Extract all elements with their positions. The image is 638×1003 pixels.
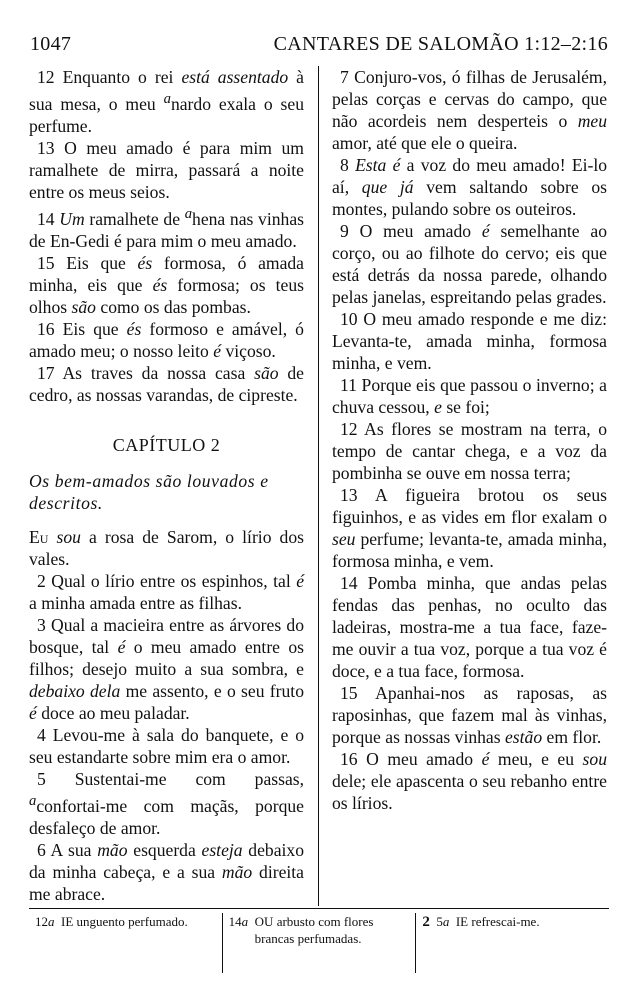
verse-2-13: 13 A figueira brotou os seus figuinhos, e as vides em flor exalam o seu perfume; levanta-te, amada minha, formosa minha, e vem. [332, 485, 607, 571]
verse-1-14: 14 Um ramalhete de $^a$hena nas vinhas de En-Gedi é para mim o meu amado. [29, 205, 304, 251]
footnotes [29, 913, 609, 973]
running-header [30, 30, 608, 58]
footnote: 14a OU arbusto com flores brancas perfumadas. [222, 913, 416, 973]
verse-2-10: 10 O meu amado responde e me diz: Levanta-te, amada minha, formosa minha, e vem. [332, 309, 607, 373]
right-column [332, 66, 607, 814]
left-column [29, 66, 304, 905]
verse-2-4: 4 Levou-me à sala do banquete, e o seu estandarte sobre mim era o amor. [29, 724, 304, 767]
verse-2-11: 11 Porque eis que passou o inverno; a chuva cessou, e se foi; [332, 375, 607, 417]
verse-2-14: 14 Pomba minha, que andas pelas fendas das penhas, no oculto das ladeiras, mostra-me a tua face, faze-me ouvir a tua voz, porque a tua voz é doce, e a tua face, formosa. [332, 573, 607, 681]
column-divider [318, 66, 319, 906]
verse-2-8: 8 Esta é a voz do meu amado! Ei-lo aí, que já vem saltando sobre os montes, pulando sobre os outeiros. [332, 155, 607, 219]
verse-2-3: 3 Qual a macieira entre as árvores do bosque, tal é o meu amado entre os filhos; desejo muito a sua sombra, e debaixo dela me assento, e o seu fruto é doce ao meu paladar. [29, 614, 304, 723]
footnote: 2 5a IE refrescai-me. [415, 913, 609, 973]
verse-2-5: 5 Sustentai-me com passas, $^a$confortai-me com maçãs, porque desfaleço de amor. [29, 768, 304, 838]
verse-1-15: 15 Eis que és formosa, ó amada minha, eis que és formosa; os teus olhos são como os das pombas. [29, 252, 304, 317]
footnote-rule [29, 908, 609, 909]
verse-2-15: 15 Apanhai-nos as raposas, as raposinhas, que fazem mal às vinhas, porque as nossas vinhas estão em flor. [332, 683, 607, 747]
verse-1-13: 13 O meu amado é para mim um ramalhete de mirra, passará a noite entre os meus seios. [29, 137, 304, 202]
verse-2-1: Eu sou a rosa de Sarom, o lírio dos vales. [29, 526, 304, 569]
page-number: 1047 [30, 32, 72, 55]
verse-2-6: 6 A sua mão esquerda esteja debaixo da minha cabeça, e a sua mão direita me abrace. [29, 839, 305, 904]
verse-2-2: 2 Qual o lírio entre os espinhos, tal é a minha amada entre as filhas. [29, 570, 304, 613]
running-title: CANTARES DE SALOMÃO 1:12–2:16 [273, 32, 608, 55]
chapter-heading: CAPÍTULO 2 [112, 434, 221, 455]
verse-2-16: 16 O meu amado é meu, e eu sou dele; ele apascenta o seu rebanho entre os lírios. [332, 749, 607, 813]
verse-2-12: 12 As flores se mostram na terra, o tempo de cantar chega, e a voz da pombinha se ouve em nossa terra; [332, 419, 607, 483]
verse-2-7: 7 Conjuro-vos, ó filhas de Jerusalém, pelas corças e cervas do campo, que não acordeis nem despertеis o meu amor, até que ele o queira. [332, 67, 607, 153]
chapter-summary: Os bem-amados são louvados e descritos. [29, 470, 269, 513]
verse-1-16: 16 Eis que és formoso e amável, ó amado meu; o nosso leito é viçoso. [29, 318, 304, 361]
verse-2-9: 9 O meu amado é semelhante ao corço, ou ao filhote do cervo; eis que está detrás da nossa parede, olhando pelas janelas, espreitando pelas grades. [332, 221, 607, 307]
verse-1-12: 12 Enquanto o rei está assentado à sua mesa, o meu $^a$nardo exala o seu perfume. [29, 67, 304, 136]
footnote: 12a IE unguento perfumado. [35, 914, 188, 929]
verse-1-17: 17 As traves da nossa casa são de cedro, as nossas varandas, de cipreste. [29, 362, 304, 405]
